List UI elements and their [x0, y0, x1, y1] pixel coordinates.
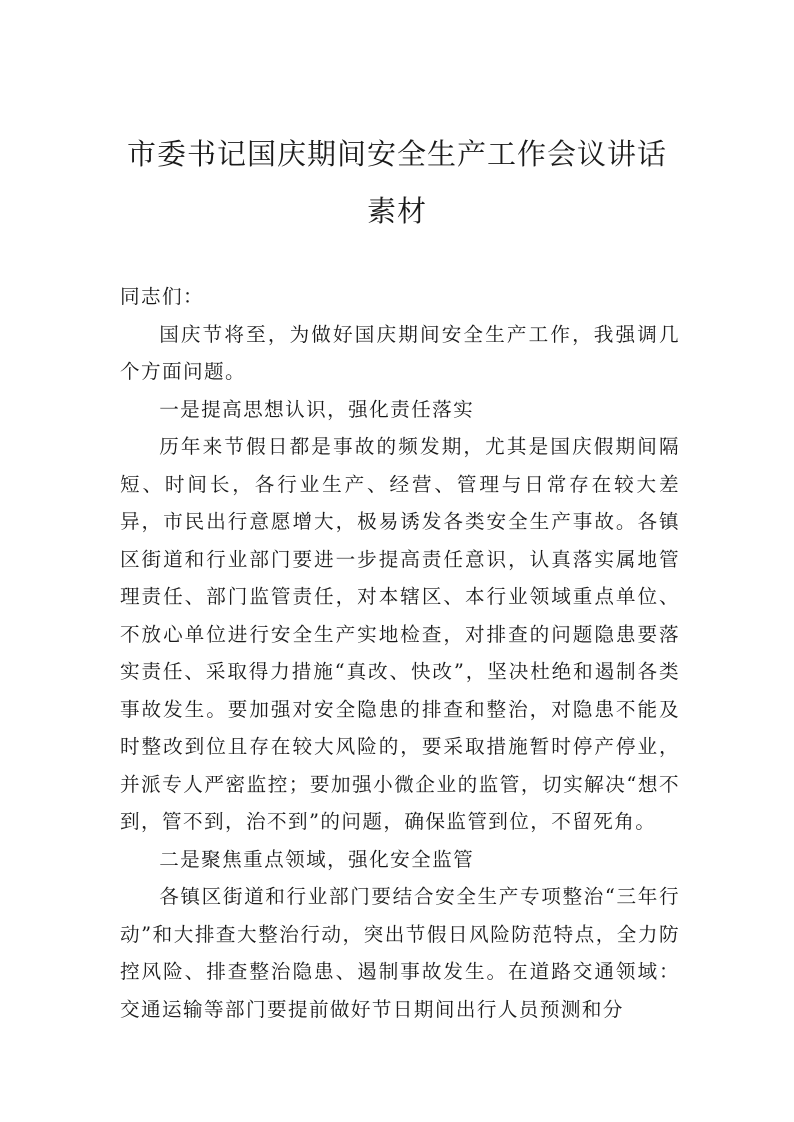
paragraph-intro: 国庆节将至，为做好国庆期间安全生产工作，我强调几个方面问题。 — [120, 322, 680, 383]
salutation: 同志们： — [120, 285, 204, 308]
document-title-line-1: 市委书记国庆期间安全生产工作会议讲话 — [126, 137, 667, 171]
paragraph-section-2: 各镇区街道和行业部门要结合安全生产专项整治“三年行动”和大排查大整治行动，突出节假日风险防范特点，全力防控风险、排查整治隐患、遏制事故发生。在道路交通领域：交通运输等部门要提前做好节日期间出行人员预测和分 — [120, 885, 680, 1021]
section-heading-2: 二是聚焦重点领域，强化安全监管 — [159, 847, 475, 871]
section-heading-1: 一是提高思想认识，强化责任落实 — [159, 397, 475, 421]
document-body — [120, 278, 680, 1028]
document-title-line-2: 素材 — [366, 194, 427, 228]
paragraph-section-1: 历年来节假日都是事故的频发期，尤其是国庆假期间隔短、时间长，各行业生产、经营、管理与日常存在较大差异，市民出行意愿增大，极易诱发各类安全生产事故。各镇区街道和行业部门要进一步提高责任意识，认真落实属地管理责任、部门监管责任，对本辖区、本行业领域重点单位、不放心单位进行安全生产实地检查，对排查的问题隐患要落实责任、采取得力措施“真改、快改”，坚决杜绝和遏制各类事故发生。要加强对安全隐患的排查和整治，对隐患不能及时整改到位且存在较大风险的，要采取措施暂时停产停业，并派专人严密监控；要加强小微企业的监管，切实解决“想不到，管不到，治不到”的问题，确保监管到位，不留死角。 — [120, 435, 680, 833]
